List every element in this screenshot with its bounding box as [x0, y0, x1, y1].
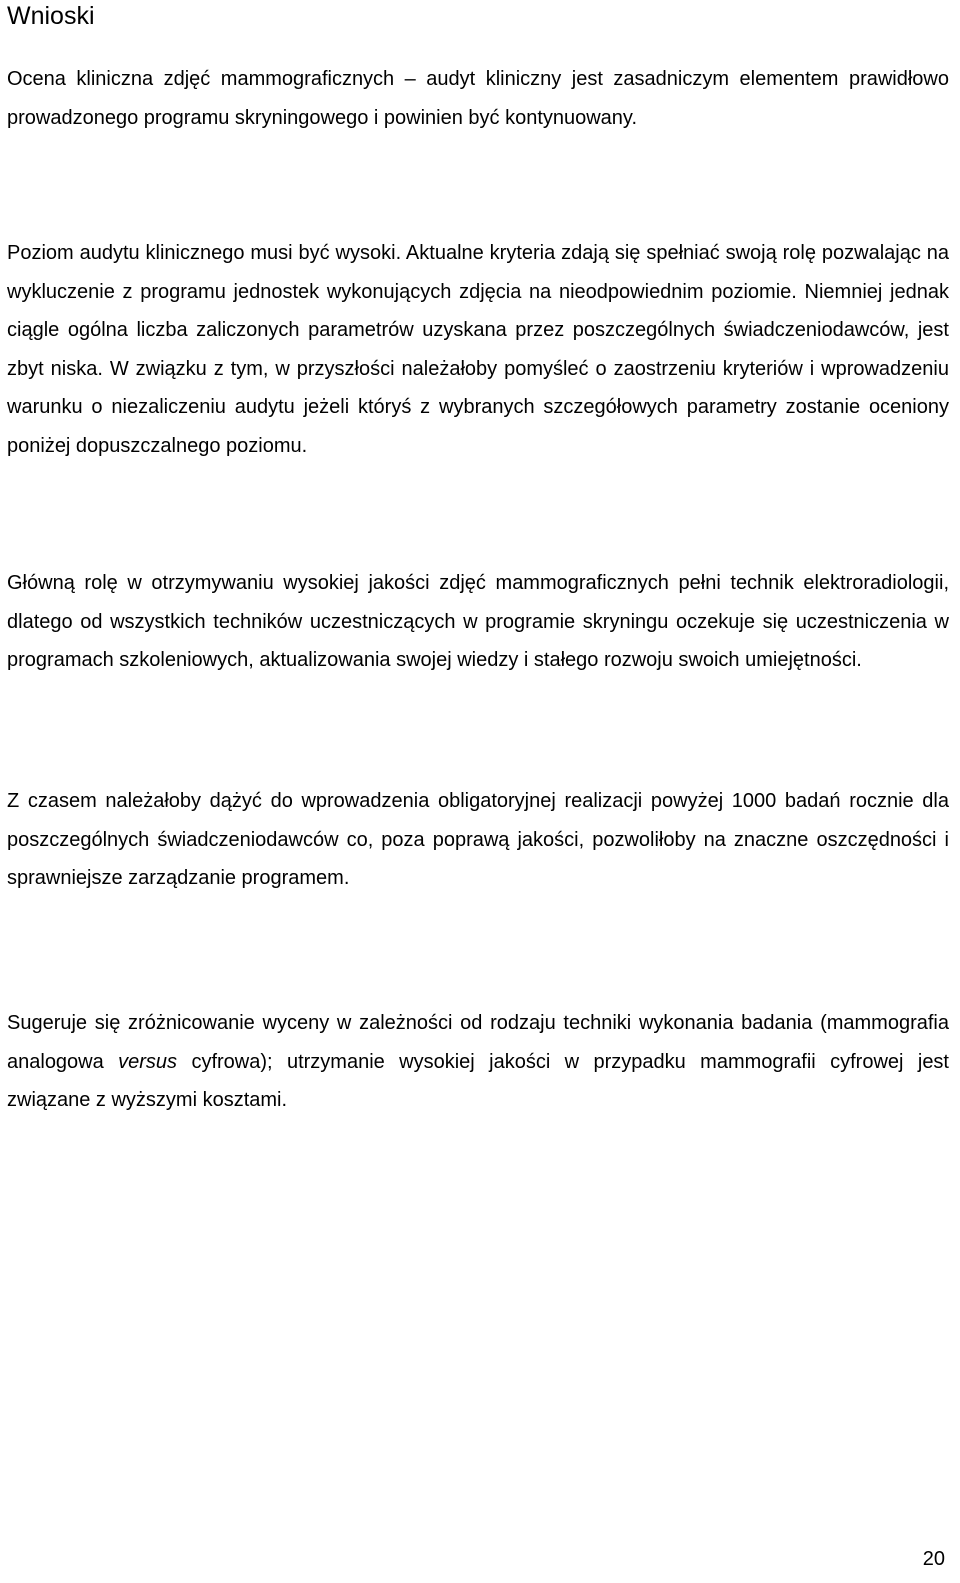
section-heading: Wnioski	[7, 2, 95, 30]
page-number: 20	[922, 1548, 945, 1570]
document-page	[7, 0, 949, 1583]
paragraph-pricing-part-2: cyfrowa); utrzymanie wysokiej jakości w przypadku mammografii cyfrowej jest związane z wyższymi kosztami.	[7, 1050, 949, 1111]
paragraph-technician-role: Główną rolę w otrzymywaniu wysokiej jakości zdjęć mammograficznych pełni technik elektroradiologii, dlatego od wszystkich techników uczestniczących w programie skryningu oczekuje się uczestniczenia w programach szkoleniowych, aktualizowania swojej wiedzy i stałego rozwoju swoich umiejętności.	[7, 572, 949, 671]
paragraph-exam-volume: Z czasem należałoby dążyć do wprowadzenia obligatoryjnej realizacji powyżej 1000 badań rocznie dla poszczególnych świadczeniodawców co, poza poprawą jakości, pozwoliłoby na znaczne oszczędności i sprawniejsze zarządzanie programem.	[7, 790, 949, 889]
paragraph-pricing-part-1: Sugeruje się zróżnicowanie wyceny w zależności od rodzaju techniki wykonania badania (mammografia analogowa	[7, 1012, 949, 1073]
paragraph-pricing-italic: versus	[118, 1050, 178, 1073]
paragraph-pricing	[7, 1004, 949, 1120]
paragraph-clinical-assessment: Ocena kliniczna zdjęć mammograficznych – audyt kliniczny jest zasadniczym elementem prawidłowo prowadzonego programu skryningowego i powinien być kontynuowany.	[7, 68, 949, 129]
paragraph-audit-level: Poziom audytu klinicznego musi być wysoki. Aktualne kryteria zdają się spełniać swoją rolę pozwalając na wykluczenie z programu jednostek wykonujących zdjęcia na nieodpowiednim poziomie. Niemniej jednak ciągle ogólna liczba zaliczonych parametrów uzyskana przez poszczególnych świadczeniodawców, jest zbyt niska. W związku z tym, w przyszłości należałoby pomyśleć o zaostrzeniu kryteriów i wprowadzeniu warunku o niezaliczeniu audytu jeżeli któryś z wybranych szczegółowych parametry zostanie oceniony poniżej dopuszczalnego poziomu.	[7, 242, 949, 457]
